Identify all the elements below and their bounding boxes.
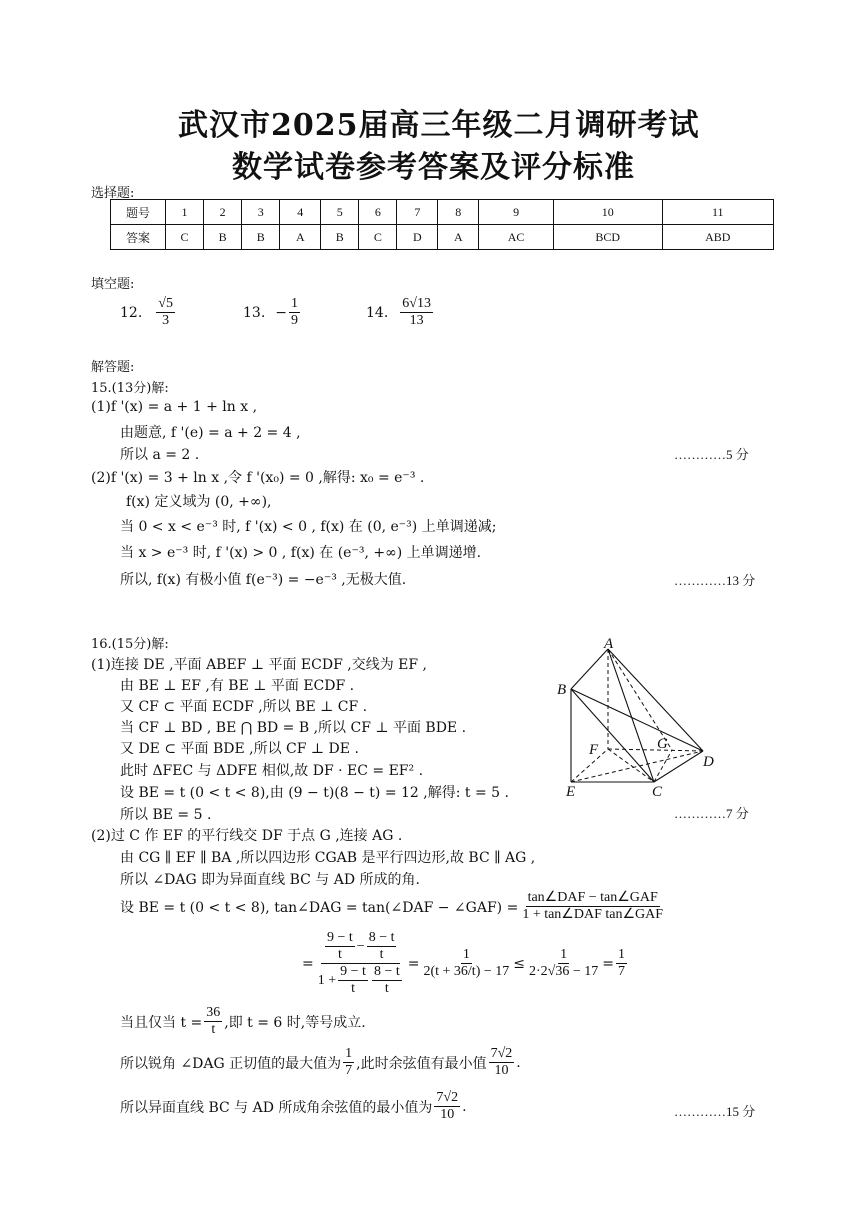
q16-p1-line: 当 CF ⊥ BD , BE ⋂ BD = B ,所以 CF ⊥ 平面 BDE . bbox=[120, 720, 467, 736]
q16-p1-line: 又 DE ⊂ 平面 BDE ,所以 CF ⊥ DE . bbox=[120, 741, 359, 757]
q15-p2-line: (2)f '(x) = 3 + ln x ,令 f '(x₀) = 0 ,解得: x₀ = e⁻³ . bbox=[91, 470, 425, 486]
numerator: 1 bbox=[560, 947, 568, 962]
table-cell: A bbox=[438, 225, 479, 250]
denominator: 13 bbox=[409, 313, 424, 328]
edge-bc bbox=[571, 689, 654, 782]
fraction bbox=[372, 964, 402, 997]
q15-p2-line: 当 x > e⁻³ 时, f '(x) > 0 , f(x) 在 (e⁻³, +∞) 上单调递增. bbox=[120, 545, 482, 561]
q16-p1-line: 此时 ΔFEC 与 ΔDFE 相似,故 DF · EC = EF² . bbox=[120, 763, 424, 779]
q15-p1-line: 所以 a = 2 . bbox=[120, 447, 200, 463]
q16-p2-line: 由 CG ∥ EF ∥ BA ,所以四边形 CGAB 是平行四边形,故 BC ∥ AG , bbox=[120, 850, 536, 866]
table-cell: A bbox=[280, 225, 321, 250]
fraction bbox=[434, 1090, 460, 1123]
label-g: G bbox=[657, 736, 668, 752]
answer-14 bbox=[366, 296, 435, 329]
fraction bbox=[204, 1005, 222, 1038]
compound-fraction bbox=[316, 930, 406, 997]
denominator: 7 bbox=[617, 964, 625, 979]
edge-fc bbox=[608, 749, 654, 782]
table-cell: BCD bbox=[553, 225, 662, 250]
fraction bbox=[289, 296, 300, 329]
table-cell: 5 bbox=[321, 200, 359, 225]
label-c: C bbox=[652, 784, 663, 800]
q15-p1-line: 由题意, f '(e) = a + 2 = 4 , bbox=[120, 425, 301, 441]
table-cell: 2 bbox=[204, 200, 242, 225]
edge-ac bbox=[608, 649, 654, 782]
text: 当且仅当 t = bbox=[120, 1014, 203, 1031]
numerator: 7√2 bbox=[436, 1090, 459, 1105]
q16-p2-line: 所以 ∠DAG 即为异面直线 BC 与 AD 所成的角. bbox=[120, 872, 420, 888]
fraction bbox=[421, 947, 511, 980]
label-a: A bbox=[604, 638, 614, 652]
table-cell: 题号 bbox=[111, 200, 166, 225]
fraction bbox=[616, 947, 627, 980]
table-row bbox=[111, 225, 774, 250]
numerator: $\frac{9 - t}{t}$ − $\frac{8 - t}{t}$ bbox=[321, 930, 401, 964]
numerator: 1 bbox=[345, 1046, 353, 1061]
q16-p1-line: 所以 BE = 5 . bbox=[120, 807, 212, 823]
denominator: t bbox=[337, 947, 342, 962]
table-cell: 答案 bbox=[111, 225, 166, 250]
denominator: t bbox=[384, 981, 389, 996]
table-cell: 3 bbox=[242, 200, 280, 225]
numerator: 8 − t bbox=[373, 964, 400, 979]
text: 所以锐角 ∠DAG 正切值的最大值为 bbox=[120, 1055, 342, 1072]
q16-equality-condition bbox=[120, 1005, 366, 1038]
q16-p1-line: 设 BE = t (0 < t < 8),由 (9 − t)(8 − t) = 12 ,解得: t = 5 . bbox=[120, 785, 509, 801]
numerator: 1 bbox=[617, 947, 625, 962]
fraction bbox=[367, 930, 397, 963]
geometry-figure bbox=[552, 638, 724, 800]
table-cell: 4 bbox=[280, 200, 321, 225]
denominator bbox=[316, 964, 406, 997]
numerator: 1 bbox=[291, 296, 298, 311]
fraction bbox=[520, 890, 665, 923]
q15-p1-line: (1)f '(x) = a + 1 + ln x , bbox=[91, 399, 258, 415]
edge-ab bbox=[571, 649, 608, 689]
numerator: 8 − t bbox=[368, 930, 395, 945]
numerator: 6√13 bbox=[402, 296, 431, 311]
q16-p1-line: 由 BE ⊥ EF ,有 BE ⊥ 平面 ECDF . bbox=[120, 678, 355, 694]
denominator: t bbox=[351, 981, 355, 996]
table-cell: 8 bbox=[438, 200, 479, 225]
numerator: tan∠DAF − tan∠GAF bbox=[527, 890, 658, 905]
text: 所以异面直线 BC 与 AD 所成角余弦值的最小值为 bbox=[120, 1099, 433, 1116]
page-title-line-1: 武汉市2025届高三年级二月调研考试 bbox=[178, 108, 700, 143]
score-marker: …………15 分 bbox=[674, 1104, 756, 1119]
denominator: 2·2√36 − 17 bbox=[529, 964, 599, 979]
multiple-choice-heading: 选择题: bbox=[91, 186, 135, 201]
table-cell: D bbox=[397, 225, 438, 250]
minus-sign: − bbox=[275, 304, 287, 321]
one-plus: 1 + bbox=[317, 972, 337, 988]
edge-cd bbox=[654, 751, 703, 782]
edge-cg bbox=[654, 750, 672, 782]
q16-main-inequality: = $\frac{9 - t}{t}$ − $\frac{8 - t}{t}$ 1 + $\frac{9 - t}{t}$ $\frac{8 - t}{t}$ = $\frac{1}{2(t + 36/t) - 17}$ ≤ $\frac{1}{2\cdot 2√36 - 17}$ = $\frac{1}{7}$ bbox=[302, 930, 625, 996]
numerator: 7√2 bbox=[490, 1046, 513, 1061]
table-cell: AC bbox=[479, 225, 554, 250]
numerator: √5 bbox=[158, 296, 173, 311]
edge-ag bbox=[608, 649, 672, 750]
fill-blank-heading: 填空题: bbox=[91, 277, 135, 292]
score-marker: …………5 分 bbox=[674, 447, 749, 462]
label-f: F bbox=[589, 742, 599, 758]
answer-13 bbox=[243, 296, 302, 329]
table-row bbox=[111, 200, 774, 225]
fraction bbox=[338, 964, 368, 997]
numerator: 9 − t bbox=[326, 930, 353, 945]
label-e: E bbox=[566, 784, 576, 800]
label-b: B bbox=[557, 682, 567, 698]
fraction bbox=[400, 296, 433, 329]
question-number: 13. bbox=[243, 304, 266, 321]
q16-p1-line: (1)连接 DE ,平面 ABEF ⊥ 平面 ECDF ,交线为 EF , bbox=[91, 657, 427, 673]
answer-12 bbox=[120, 296, 177, 329]
denominator: 2(t + 36/t) − 17 bbox=[423, 964, 510, 979]
numerator: 1 bbox=[462, 947, 470, 962]
q15-p2-line: f(x) 定义域为 (0, +∞), bbox=[126, 494, 272, 510]
denominator: 3 bbox=[162, 313, 170, 328]
denominator: t bbox=[379, 947, 384, 962]
q16-tan-expansion bbox=[120, 890, 667, 923]
fraction bbox=[156, 296, 175, 329]
table-cell: ABD bbox=[662, 225, 773, 250]
label-d: D bbox=[703, 754, 714, 770]
equation-prefix: 设 BE = t (0 < t < 8), tan∠DAG = tan(∠DAF − ∠GAF) = bbox=[120, 899, 519, 916]
q16-header: 16.(15分)解: bbox=[91, 637, 169, 652]
answer-table bbox=[110, 199, 774, 250]
q16-p2-line: (2)过 C 作 EF 的平行线交 DF 于点 G ,连接 AG . bbox=[91, 828, 403, 844]
table-cell: 11 bbox=[662, 200, 773, 225]
text: ,此时余弦值有最小值 bbox=[356, 1055, 487, 1072]
score-marker: …………7 分 bbox=[674, 806, 749, 821]
text: ,即 t = 6 时,等号成立. bbox=[224, 1014, 366, 1031]
fraction bbox=[325, 930, 355, 963]
denominator: 9 bbox=[291, 313, 298, 328]
page-title-line-2: 数学试卷参考答案及评分标准 bbox=[232, 150, 635, 185]
table-cell: B bbox=[204, 225, 242, 250]
table-cell: B bbox=[321, 225, 359, 250]
denominator: 1 + tan∠DAF tan∠GAF bbox=[522, 907, 664, 922]
q16-p1-line: 又 CF ⊂ 平面 ECDF ,所以 BE ⊥ CF . bbox=[120, 699, 368, 715]
edge-fd bbox=[608, 749, 703, 751]
table-cell: 9 bbox=[479, 200, 554, 225]
table-cell: C bbox=[166, 225, 204, 250]
score-marker: …………13 分 bbox=[674, 573, 756, 588]
table-cell: 1 bbox=[166, 200, 204, 225]
numerator: 9 − t bbox=[340, 964, 366, 979]
table-cell: 7 bbox=[397, 200, 438, 225]
denominator: 10 bbox=[440, 1107, 455, 1122]
denominator: 7 bbox=[345, 1063, 353, 1078]
q15-p2-line: 当 0 < x < e⁻³ 时, f '(x) < 0 , f(x) 在 (0, e⁻³) 上单调递减; bbox=[120, 519, 497, 535]
table-cell: B bbox=[242, 225, 280, 250]
edge-ad bbox=[608, 649, 703, 751]
q16-min-cosine: 所以异面直线 BC 与 AD 所成角余弦值的最小值为 $\frac{7√2}{10}$ . bbox=[120, 1090, 467, 1122]
question-number: 12. bbox=[120, 304, 143, 321]
table-cell: 6 bbox=[359, 200, 397, 225]
numerator: 36 bbox=[206, 1005, 221, 1020]
fraction bbox=[527, 947, 600, 980]
table-cell: 10 bbox=[553, 200, 662, 225]
q15-p2-line: 所以, f(x) 有极小值 f(e⁻³) = −e⁻³ ,无极大值. bbox=[120, 572, 407, 588]
fraction bbox=[343, 1046, 354, 1079]
fraction bbox=[489, 1046, 515, 1079]
q15-header: 15.(13分)解: bbox=[91, 381, 169, 396]
table-cell: C bbox=[359, 225, 397, 250]
q16-max-tangent: 所以锐角 ∠DAG 正切值的最大值为 $\frac{1}{7}$ ,此时余弦值有最小值 $\frac{7√2}{10}$ . bbox=[120, 1046, 521, 1078]
denominator: 10 bbox=[494, 1063, 509, 1078]
question-number: 14. bbox=[366, 304, 389, 321]
solutions-heading: 解答题: bbox=[91, 360, 135, 375]
denominator: t bbox=[211, 1022, 216, 1037]
